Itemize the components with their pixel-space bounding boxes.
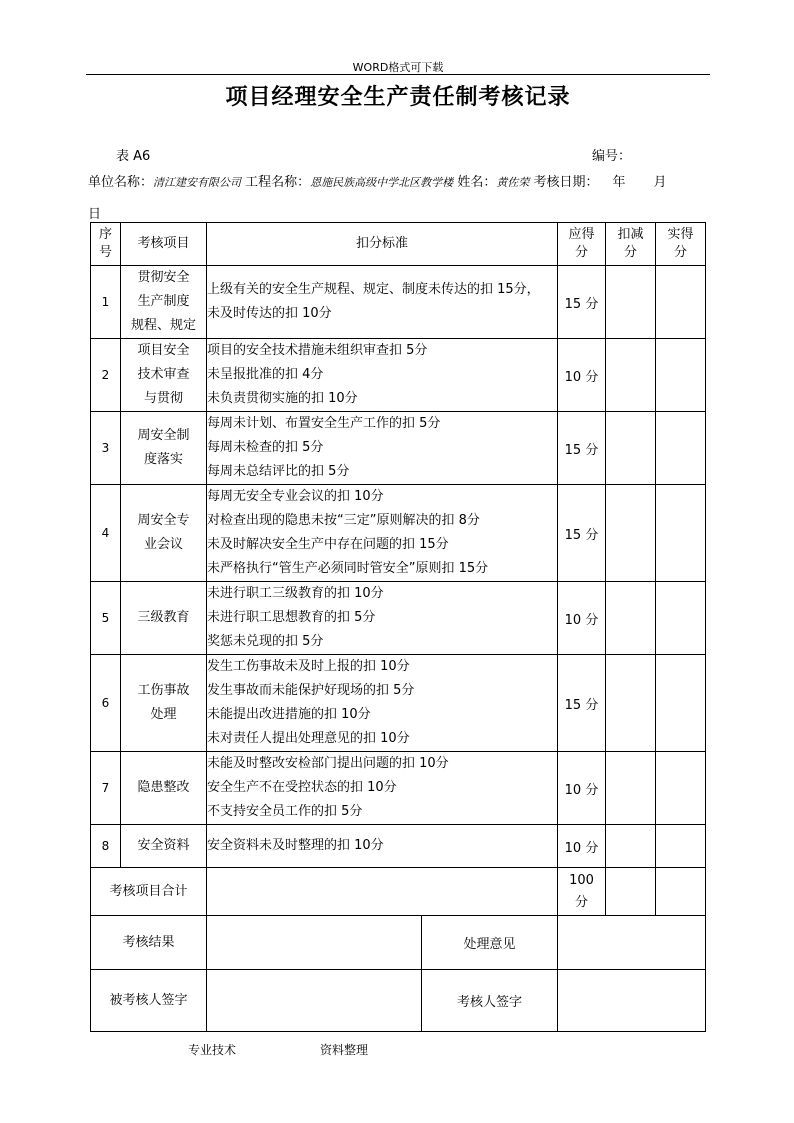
row-no: 4 — [91, 485, 121, 582]
row-criteria: 每周无安全专业会议的扣 10分 对检查出现的隐患未按“三定”原则解决的扣 8分 未及时解决安全生产中存在问题的扣 15分 未严格执行“管生产必须同时管安全”原则扣 15分 — [207, 485, 558, 582]
footer-right: 资料整理 — [320, 1043, 369, 1057]
row-actual[interactable] — [656, 655, 706, 752]
row-item: 周安全制 度落实 — [121, 412, 207, 485]
row-deduct[interactable] — [606, 655, 656, 752]
header-criteria: 扣分标准 — [207, 223, 558, 266]
date-label: 考核日期： — [533, 175, 599, 190]
unit-value: 清江建安有限公司 — [153, 176, 242, 189]
table-row — [91, 266, 706, 339]
opinion-value[interactable] — [558, 916, 706, 970]
assessee-sign-label: 被考核人签字 — [91, 970, 207, 1032]
row-criteria: 项目的安全技术措施未组织审查扣 5分 未呈报批准的扣 4分 未负责贯彻实施的扣 10分 — [207, 339, 558, 412]
row-deduct[interactable] — [606, 825, 656, 868]
row-criteria: 安全资料未及时整理的扣 10分 — [207, 825, 558, 868]
row-item: 工伤事故 处理 — [121, 655, 207, 752]
table-row — [91, 655, 706, 752]
row-actual[interactable] — [656, 582, 706, 655]
row-item: 贯彻安全 生产制度 规程、规定 — [121, 266, 207, 339]
signature-row — [91, 970, 706, 1032]
table-row — [91, 582, 706, 655]
assessor-sign-label: 考核人签字 — [456, 995, 522, 1010]
project-label: 工程名称： — [245, 175, 311, 190]
date-month: 月 — [653, 175, 667, 190]
row-deduct[interactable] — [606, 412, 656, 485]
unit-label: 单位名称： — [88, 175, 154, 190]
header-due: 应得 分 — [558, 223, 606, 266]
date-day: 日 — [88, 207, 102, 222]
table-header-row — [91, 223, 706, 266]
total-deduct[interactable] — [606, 868, 656, 916]
row-no: 5 — [91, 582, 121, 655]
row-due: 10 分 — [558, 752, 606, 825]
name-value: 黄佐荣 — [496, 176, 530, 189]
row-item: 三级教育 — [121, 582, 207, 655]
row-no: 6 — [91, 655, 121, 752]
row-item: 周安全专 业会议 — [121, 485, 207, 582]
result-split-cell — [207, 916, 558, 970]
assessee-sign-value[interactable] — [207, 970, 422, 1031]
table-row — [91, 485, 706, 582]
header-no: 序 号 — [91, 223, 121, 266]
date-year: 年 — [612, 175, 626, 190]
table-row — [91, 412, 706, 485]
header-actual: 实得 分 — [656, 223, 706, 266]
table-row — [91, 825, 706, 868]
result-row — [91, 916, 706, 970]
row-no: 7 — [91, 752, 121, 825]
row-due: 15 分 — [558, 266, 606, 339]
total-row — [91, 868, 706, 916]
row-actual[interactable] — [656, 825, 706, 868]
total-due: 100 分 — [558, 868, 606, 916]
row-due: 15 分 — [558, 655, 606, 752]
row-due: 10 分 — [558, 582, 606, 655]
row-actual[interactable] — [656, 752, 706, 825]
total-actual[interactable] — [656, 868, 706, 916]
row-due: 10 分 — [558, 825, 606, 868]
row-no: 8 — [91, 825, 121, 868]
assessment-table — [90, 222, 706, 1032]
form-code: 表 A6 — [116, 149, 151, 164]
row-item: 安全资料 — [121, 825, 207, 868]
row-deduct[interactable] — [606, 582, 656, 655]
opinion-label: 处理意见 — [463, 937, 516, 952]
header-item: 考核项目 — [121, 223, 207, 266]
row-actual[interactable] — [656, 339, 706, 412]
row-due: 15 分 — [558, 485, 606, 582]
row-deduct[interactable] — [606, 485, 656, 582]
row-actual[interactable] — [656, 412, 706, 485]
row-criteria: 未能及时整改安检部门提出问题的扣 10分 安全生产不在受控状态的扣 10分 不支持安全员工作的扣 5分 — [207, 752, 558, 825]
row-item: 隐患整改 — [121, 752, 207, 825]
row-no: 3 — [91, 412, 121, 485]
table-row — [91, 339, 706, 412]
row-no: 1 — [91, 266, 121, 339]
total-label: 考核项目合计 — [91, 868, 207, 916]
row-due: 10 分 — [558, 339, 606, 412]
row-item: 项目安全 技术审查 与贯彻 — [121, 339, 207, 412]
row-due: 15 分 — [558, 412, 606, 485]
assessor-sign-value[interactable] — [558, 970, 706, 1032]
signature-split-cell — [207, 970, 558, 1032]
row-criteria: 未进行职工三级教育的扣 10分 未进行职工思想教育的扣 5分 奖惩未兑现的扣 5分 — [207, 582, 558, 655]
document-title: 项目经理安全生产责任制考核记录 — [225, 85, 571, 110]
number-label: 编号： — [592, 149, 632, 164]
page-header: WORD格式可下载 — [352, 61, 444, 74]
row-criteria: 每周未计划、布置安全生产工作的扣 5分 每周未检查的扣 5分 每周未总结评比的扣 5分 — [207, 412, 558, 485]
header-deduct: 扣减 分 — [606, 223, 656, 266]
result-value[interactable] — [207, 916, 422, 969]
result-label: 考核结果 — [91, 916, 207, 970]
row-deduct[interactable] — [606, 752, 656, 825]
info-row — [88, 173, 708, 193]
total-criteria-blank — [207, 868, 558, 916]
row-actual[interactable] — [656, 485, 706, 582]
row-criteria: 发生工伤事故未及时上报的扣 10分 发生事故而未能保护好现场的扣 5分 未能提出改进措施的扣 10分 未对责任人提出处理意见的扣 10分 — [207, 655, 558, 752]
row-deduct[interactable] — [606, 266, 656, 339]
table-row — [91, 752, 706, 825]
row-actual[interactable] — [656, 266, 706, 339]
row-no: 2 — [91, 339, 121, 412]
row-criteria: 上级有关的安全生产规程、规定、制度未传达的扣 15分， 未及时传达的扣 10分 — [207, 266, 558, 339]
header-rule — [86, 74, 710, 75]
footer-left: 专业技术 — [188, 1043, 237, 1057]
project-value: 恩施民族高级中学北区教学楼 — [310, 176, 454, 189]
name-label: 姓名： — [457, 175, 497, 190]
row-deduct[interactable] — [606, 339, 656, 412]
